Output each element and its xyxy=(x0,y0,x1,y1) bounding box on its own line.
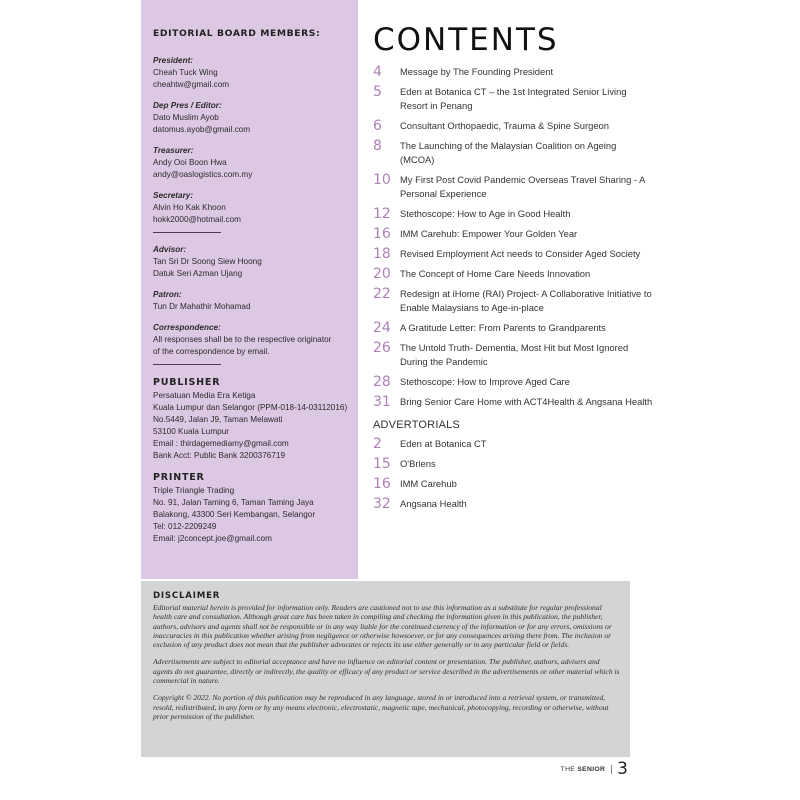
toc-page-number: 5 xyxy=(373,84,382,100)
printer-line: No. 91, Jalan Taming 6, Taman Taming Jaya xyxy=(153,498,314,507)
toc-item[interactable] xyxy=(373,119,653,133)
member-name: Datuk Seri Azman Ujang xyxy=(153,269,243,278)
toc-title: Stethoscope: How to Age in Good Health xyxy=(400,208,571,219)
toc-title: The Untold Truth- Dementia, Most Hit but Most Ignored During the Pandemic xyxy=(400,342,629,367)
page-number: 3 xyxy=(617,759,628,779)
board-role-dep-pres-editor xyxy=(153,100,348,136)
contents-section xyxy=(373,22,653,517)
publisher-line: No.5449, Jalan J9, Taman Melawati xyxy=(153,415,283,424)
publisher-heading: PUBLISHER xyxy=(153,377,221,388)
board-role-president xyxy=(153,55,348,91)
member-email[interactable]: datomus.ayob@gmail.com xyxy=(153,125,251,134)
role-label: Secretary: xyxy=(153,191,194,200)
printer-details xyxy=(153,485,348,545)
publisher-line: Persatuan Media Era Ketiga xyxy=(153,391,256,400)
toc-page-number: 10 xyxy=(373,172,391,188)
advertisements-paragraph: Advertisements are subject to editorial acceptance and have no influence on editorial content or presentation. The publisher, authors, advisers and agents do not guarantee, directly or indirectly, the quality or efficacy of any product or service described in the advertisements or other material which is commercial in nature. xyxy=(153,657,620,686)
toc-item[interactable] xyxy=(373,65,653,79)
member-email[interactable]: cheahtw@gmail.com xyxy=(153,80,230,89)
toc-page-number: 32 xyxy=(373,496,391,512)
divider xyxy=(153,364,221,365)
correspondence-text: All responses shall be to the respective originator xyxy=(153,335,332,344)
publisher-bank-account: Bank Acct: Public Bank 3200376719 xyxy=(153,451,286,460)
member-name: Andy Ooi Boon Hwa xyxy=(153,158,227,167)
toc-title: IMM Carehub: Empower Your Golden Year xyxy=(400,228,578,239)
toc-title: O'Briens xyxy=(400,458,436,469)
toc-page-number: 26 xyxy=(373,340,391,356)
toc-title: The Concept of Home Care Needs Innovation xyxy=(400,268,591,279)
toc-item[interactable] xyxy=(373,375,653,389)
publisher-email[interactable]: Email : thirdagemediamy@gmail.com xyxy=(153,439,289,448)
member-name: Dato Muslim Ayob xyxy=(153,113,219,122)
disclaimer-box xyxy=(141,581,630,757)
toc-title: Eden at Botanica CT xyxy=(400,438,487,449)
toc-title: Consultant Orthopaedic, Trauma & Spine Surgeon xyxy=(400,120,609,131)
advertorial-item[interactable] xyxy=(373,477,653,491)
role-label: Advisor: xyxy=(153,245,187,254)
toc-item[interactable] xyxy=(373,227,653,241)
toc-item[interactable] xyxy=(373,85,653,113)
toc-page-number: 31 xyxy=(373,394,391,410)
member-name: Tun Dr Mahathir Mohamad xyxy=(153,302,251,311)
correspondence-text: of the correspondence by email. xyxy=(153,347,270,356)
toc-page-number: 22 xyxy=(373,286,391,302)
toc-title: A Gratitude Letter: From Parents to Grandparents xyxy=(400,322,606,333)
copyright-paragraph: Copyright © 2022. No portion of this publication may be reproduced in any language, stored in or introduced into a retrieval system, or transmitted, resold, redistributed, in any form or by any means electronic, electrostatic, magnetic tape, mechanical, photocopying, recording or otherwise, without prior permission of the publisher. xyxy=(153,693,609,721)
publisher-details xyxy=(153,390,348,462)
toc-page-number: 16 xyxy=(373,226,391,242)
board-role-secretary xyxy=(153,190,348,226)
toc-item[interactable] xyxy=(373,207,653,221)
publisher-line: Kuala Lumpur dan Selangor (PPM-018-14-03112016) xyxy=(153,403,348,412)
printer-line: Triple Triangle Trading xyxy=(153,486,235,495)
toc-page-number: 18 xyxy=(373,246,391,262)
board-role-patron xyxy=(153,289,348,313)
role-label: Treasurer: xyxy=(153,146,194,155)
editorial-board-heading: EDITORIAL BOARD MEMBERS: xyxy=(153,28,321,39)
role-label: Patron: xyxy=(153,290,182,299)
toc-title: Bring Senior Care Home with ACT4Health & Angsana Health xyxy=(400,396,653,407)
brand-prefix: THE xyxy=(560,765,578,773)
member-name: Tan Sri Dr Soong Siew Hoong xyxy=(153,257,262,266)
toc-page-number: 20 xyxy=(373,266,391,282)
toc-page-number: 15 xyxy=(373,456,391,472)
toc-title: Redesign at iHome (RAI) Project- A Collaborative Initiative to Enable Malaysians to Age-in-place xyxy=(400,288,652,313)
toc-title: Stethoscope: How to Improve Aged Care xyxy=(400,376,570,387)
toc-title: Message by The Founding President xyxy=(400,66,554,77)
role-label: President: xyxy=(153,56,194,65)
toc-item[interactable] xyxy=(373,139,653,167)
member-name: Cheah Tuck Wing xyxy=(153,68,218,77)
advertorial-item[interactable] xyxy=(373,457,653,471)
toc-title: The Launching of the Malaysian Coalition on Ageing (MCOA) xyxy=(400,140,617,165)
role-label: Dep Pres / Editor: xyxy=(153,101,222,110)
advertorials-heading: ADVERTORIALS xyxy=(373,419,460,431)
toc-page-number: 2 xyxy=(373,436,382,452)
board-role-treasurer xyxy=(153,145,348,181)
toc-item[interactable] xyxy=(373,395,653,409)
disclaimer-heading: DISCLAIMER xyxy=(153,591,221,601)
toc-page-number: 28 xyxy=(373,374,391,390)
toc-title: Revised Employment Act needs to Consider Aged Society xyxy=(400,248,641,259)
toc-title: IMM Carehub xyxy=(400,478,457,489)
editorial-board-panel xyxy=(141,0,358,579)
printer-heading: PRINTER xyxy=(153,472,205,483)
toc-page-number: 4 xyxy=(373,64,382,80)
divider xyxy=(153,232,221,233)
toc-page-number: 6 xyxy=(373,118,382,134)
role-label: Correspondence: xyxy=(153,323,221,332)
toc-page-number: 12 xyxy=(373,206,391,222)
contents-title: CONTENTS xyxy=(373,22,559,58)
printer-line: Balakong, 43300 Seri Kembangan, Selangor xyxy=(153,510,316,519)
printer-phone: Tel: 012-2209249 xyxy=(153,522,217,531)
disclaimer-paragraph: Editorial material herein is provided for information only. Readers are cautioned not to use this information as a substitute for regular professional health care and consultation. Although great care has been taken in compiling and checking the information given in this publication, the publisher, authors, advisors and agents shall not be responsible or in any way liable for the continued currency of the information or for any errors, omissions or inaccuracies in this publication whether arising from negligence or otherwise howsoever, or for any consequences arising there from. The inclusion or exclusion of any product does not mean that the publisher advocates or rejects its use either generally or in any particular field or fields. xyxy=(153,603,612,650)
member-email[interactable]: hokk2000@hotmail.com xyxy=(153,215,241,224)
member-name: Alvin Ho Kak Khoon xyxy=(153,203,226,212)
printer-email[interactable]: Email: j2concept.joe@gmail.com xyxy=(153,534,272,543)
toc-page-number: 24 xyxy=(373,320,391,336)
advertorial-item[interactable] xyxy=(373,497,653,511)
toc-item[interactable] xyxy=(373,267,653,281)
brand-name: SENIOR xyxy=(577,765,606,773)
publisher-line: 53100 Kuala Lumpur xyxy=(153,427,230,436)
toc-page-number: 8 xyxy=(373,138,382,154)
footer-separator xyxy=(611,765,612,774)
toc-item[interactable] xyxy=(373,247,653,261)
toc-item[interactable] xyxy=(373,287,653,315)
toc-item[interactable] xyxy=(373,341,653,369)
member-email[interactable]: andy@oaslogistics.com.my xyxy=(153,170,253,179)
toc-page-number: 16 xyxy=(373,476,391,492)
toc-item[interactable] xyxy=(373,173,653,201)
toc-title: Angsana Health xyxy=(400,498,467,509)
toc-title: Eden at Botanica CT – the 1st Integrated Senior Living Resort in Penang xyxy=(400,86,627,111)
board-role-advisor xyxy=(153,244,348,280)
page-footer xyxy=(561,760,628,778)
toc-item[interactable] xyxy=(373,321,653,335)
advertorial-item[interactable] xyxy=(373,437,653,451)
magazine-brand xyxy=(561,766,606,773)
board-role-correspondence xyxy=(153,322,348,358)
toc-title: My First Post Covid Pandemic Overseas Travel Sharing - A Personal Experience xyxy=(400,174,645,199)
